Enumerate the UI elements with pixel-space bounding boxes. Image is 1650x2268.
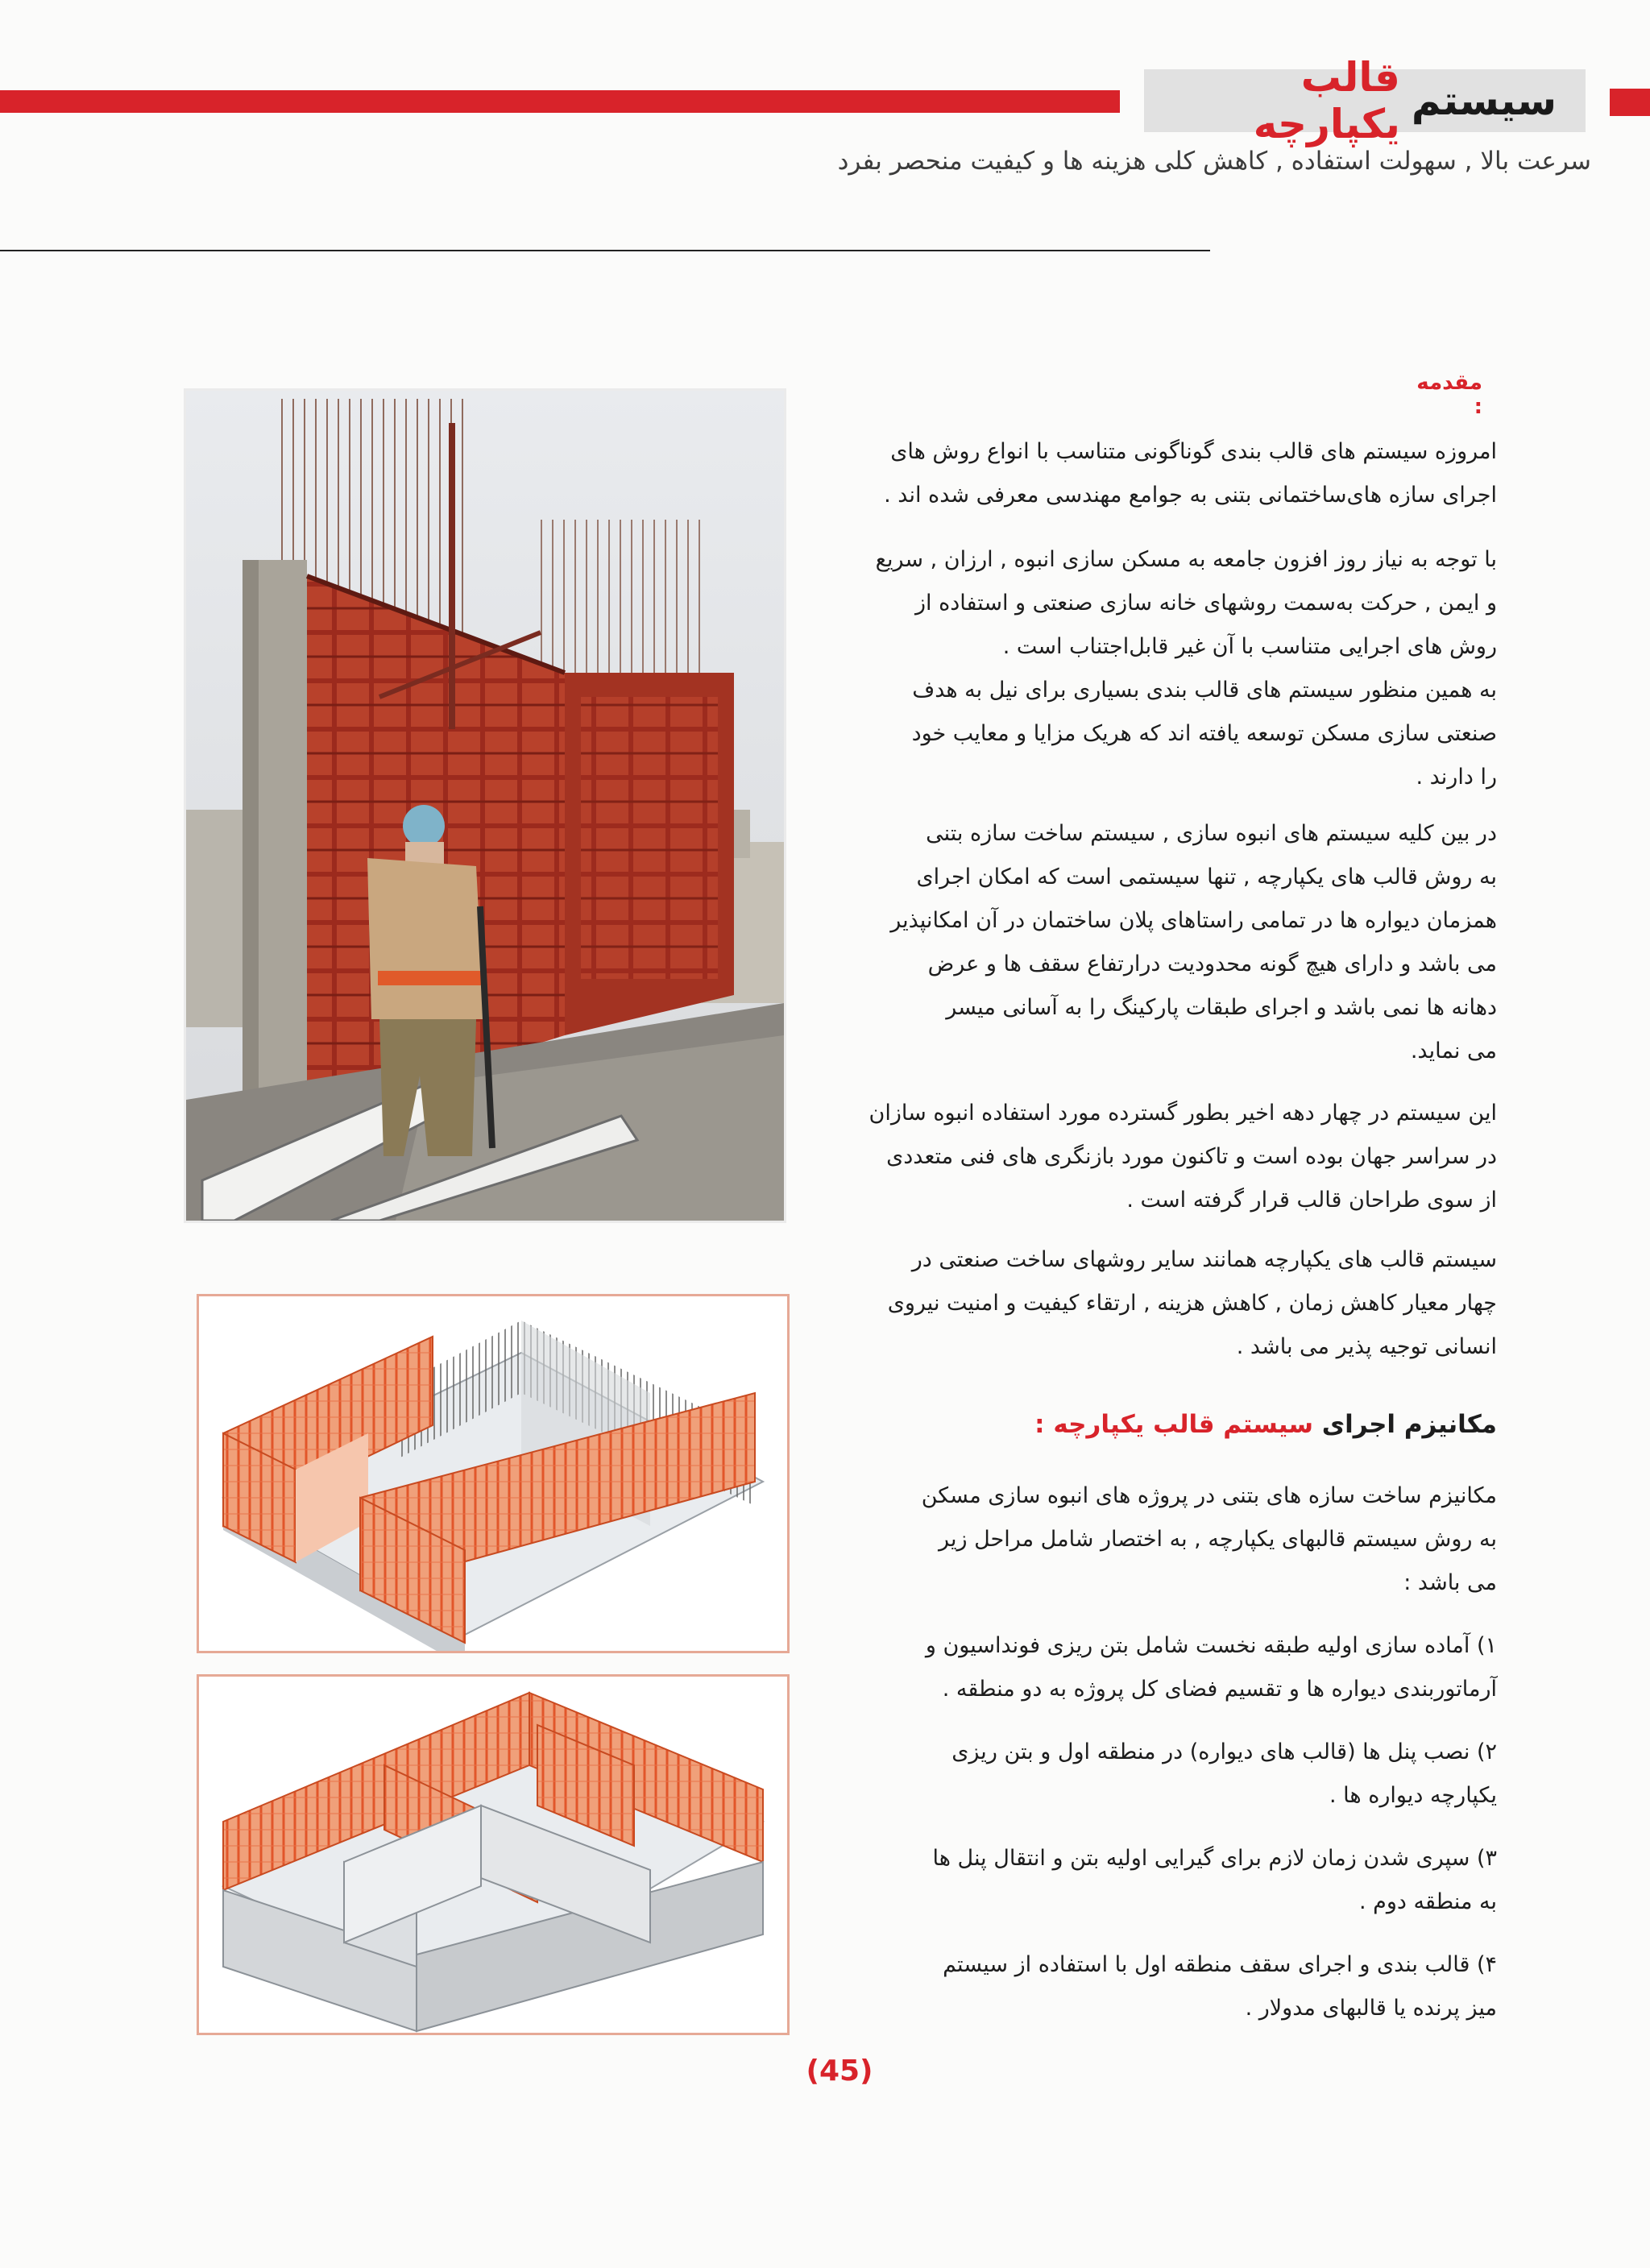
construction-photo bbox=[184, 388, 786, 1223]
mechanism-heading-prefix: مکانیزم اجرای bbox=[1321, 1410, 1497, 1439]
intro-paragraph-1: امروزه سیستم های قالب بندی گوناگونی متناسب با انواع روش های اجرای سازه های‌ساختمانی بتنی به جوامع مهندسی معرفی شده اند . bbox=[884, 439, 1497, 508]
page-number: (45) bbox=[806, 2054, 873, 2088]
construction-photo-illustration bbox=[186, 391, 784, 1221]
mechanism-step-4: ۴) قالب بندی و اجرای سقف منطقه اول با استفاده از سیستم میز پرنده یا قالبهای مدولار . bbox=[943, 1952, 1497, 2021]
formwork-diagram-illustration bbox=[199, 1296, 787, 1651]
page-subtitle: سرعت بالا , سهولت استفاده , کاهش کلی هزینه ها و کیفیت منحصر بفرد bbox=[837, 147, 1591, 176]
mechanism-step-1: ۱) آماده سازی اولیه طبقه نخست شامل بتن ریزی فونداسیون و آرماتوربندی دیواره ها و تقسیم فضای کل پروژه به دو منطقه . bbox=[925, 1633, 1497, 1702]
title-part-2: قالب یکپارچه bbox=[1253, 54, 1400, 147]
formwork-diagram-stage-1 bbox=[197, 1294, 790, 1653]
mechanism-intro: مکانیزم ساخت سازه های بتنی در پروژه های انبوه سازی مسکن به روش سیستم قالبهای یکپارچه , به اختصار شامل مراحل زیر می باشد : bbox=[921, 1483, 1497, 1595]
intro-paragraph-2: با توجه به نیاز روز افزون جامعه به مسکن سازی انبوه , ارزان , سریع و ایمن , حرکت به‌سمت روشهای خانه سازی صنعتی و استفاده از روش های اجرایی متناسب با آن غیر قابل‌اجتناب است . به همین منظور سیستم های قالب بندی بسیاری برای نیل به هدف صنعتی سازی مسکن توسعه یافته اند که هریک مزایا و معایب خود را دارند . bbox=[875, 547, 1497, 790]
intro-heading: مقدمه : bbox=[1416, 371, 1482, 419]
header-red-tab bbox=[1610, 89, 1650, 116]
mechanism-step-2: ۲) نصب پنل ها (قالب های دیواره) در منطقه اول و بتن ریزی یکپارچه دیواره ها . bbox=[951, 1739, 1497, 1808]
mechanism-step-3: ۳) سپری شدن زمان لازم برای گیرایی اولیه بتن و انتقال پنل ها به منطقه دوم . bbox=[932, 1846, 1497, 1914]
divider-rule bbox=[0, 250, 1210, 251]
header-red-bar bbox=[0, 90, 1120, 113]
formwork-diagram-illustration bbox=[199, 1677, 787, 2033]
title-part-1: سیستم bbox=[1411, 77, 1557, 124]
intro-paragraph-4: این سیستم در چهار دهه اخیر بطور گسترده مورد استفاده انبوه سازان در سراسر جهان بوده است و تاکنون مورد بازنگری های فنی متعددی از سوی طراحان قالب قرار گرفته است . bbox=[869, 1101, 1497, 1213]
mechanism-heading-highlight: سیستم قالب یکپارچه : bbox=[1034, 1410, 1313, 1439]
mechanism-heading bbox=[806, 1410, 1497, 1439]
page-title bbox=[1144, 54, 1586, 147]
intro-paragraph-3: در بین کلیه سیستم های انبوه سازی , سیستم ساخت سازه بتنی به روش قالب های یکپارچه , تنها سیستمی است که امکان اجرای همزمان دیواره ها در تمامی راستاهای پلان ساختمان در آن امکانپذیر می باشد و دارای هیچ گونه محدودیت درارتفاع سقف ها و عرض دهانه ها نمی باشد و اجرای طبقات پارکینگ را به آسانی میسر می نماید. bbox=[890, 821, 1497, 1064]
formwork-diagram-stage-2 bbox=[197, 1674, 790, 2035]
intro-paragraph-5: سیستم قالب های یکپارچه همانند سایر روشهای ساخت صنعتی در چهار معیار کاهش زمان , کاهش هزینه , ارتقاء کیفیت و امنیت نیروی انسانی توجیه پذیر می باشد . bbox=[887, 1247, 1497, 1359]
